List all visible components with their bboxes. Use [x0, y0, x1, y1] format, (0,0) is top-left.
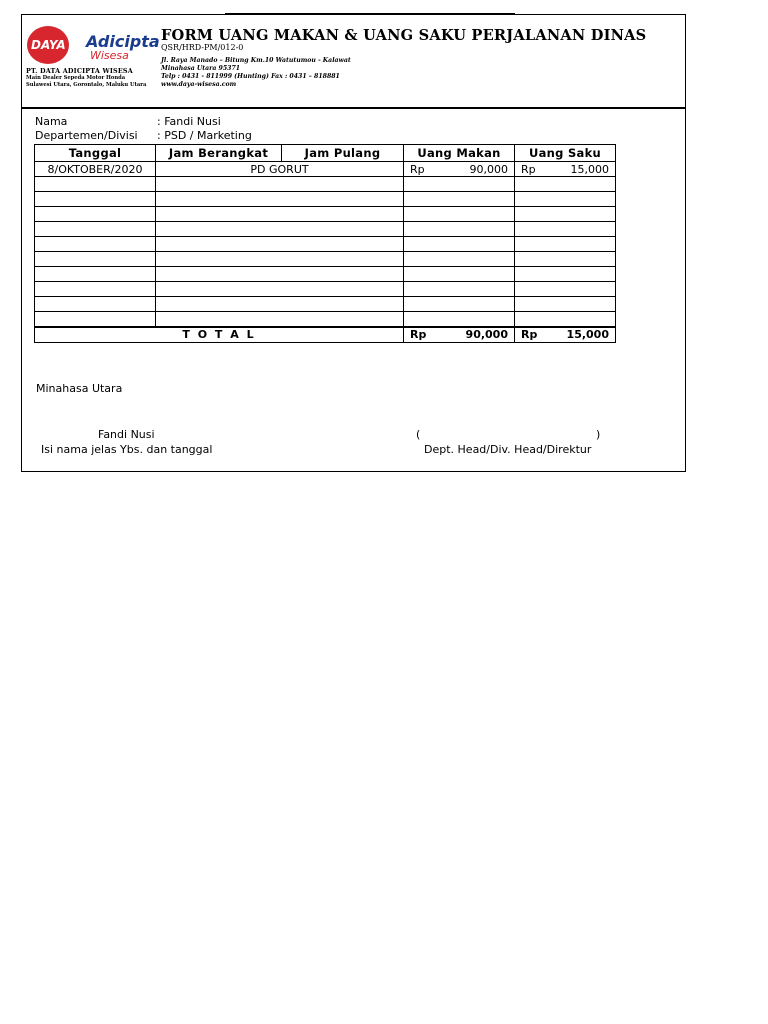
website-line: www.daya-wisesa.com [161, 81, 237, 88]
dept-value: : PSD / Marketing [157, 129, 252, 142]
approver-title: Dept. Head/Div. Head/Direktur [424, 443, 592, 456]
logo-text-daya: DAYA [31, 38, 66, 52]
cell-uang-saku [515, 162, 616, 177]
phone-line: Telp : 0431 - 811999 (Hunting) Fax : 0431 – 818881 [161, 73, 340, 80]
total-row [35, 327, 616, 343]
company-address [161, 57, 351, 89]
empty-row [35, 297, 616, 312]
signer-name: Fandi Nusi [98, 428, 155, 441]
address-line2: Minahasa Utara 95371 [161, 65, 241, 72]
total-saku-amount: 15,000 [566, 328, 609, 342]
total-makan-currency: Rp [410, 328, 427, 342]
saku-amount: 15,000 [570, 162, 609, 176]
col-header-uang-makan: Uang Makan [404, 145, 515, 162]
logo-text-adicipta: Adicipta [86, 32, 160, 51]
approver-paren-open: ( [416, 428, 421, 441]
company-line1: Main Dealer Sepeda Motor Honda [26, 75, 126, 81]
col-header-tanggal: Tanggal [35, 145, 156, 162]
name-label: Nama [35, 115, 68, 128]
name-value: : Fandi Nusi [157, 115, 221, 128]
company-line2: Sulawesi Utara, Gorontalo, Maluku Utara [26, 82, 147, 88]
company-name: PT. DATA ADICIPTA WISESA [26, 67, 133, 75]
cell-uang-makan [404, 162, 515, 177]
empty-row [35, 252, 616, 267]
total-saku-currency: Rp [521, 328, 538, 342]
empty-row [35, 207, 616, 222]
table-row [35, 162, 616, 177]
approver-paren-close: ) [596, 428, 601, 441]
total-uang-saku [515, 327, 616, 343]
empty-row [35, 192, 616, 207]
makan-currency: Rp [410, 162, 425, 176]
total-uang-makan [404, 327, 515, 343]
col-header-jam-pulang: Jam Pulang [282, 145, 404, 162]
empty-row [35, 177, 616, 192]
saku-currency: Rp [521, 162, 536, 176]
header-divider [21, 107, 686, 109]
empty-row [35, 237, 616, 252]
name-row [35, 115, 221, 128]
empty-row [35, 312, 616, 327]
cell-tanggal: 8/OKTOBER/2020 [35, 162, 156, 177]
signer-hint: Isi nama jelas Ybs. dan tanggal [41, 443, 213, 456]
logo-text-wisesa: Wisesa [90, 49, 129, 62]
table-header-row [35, 145, 616, 162]
cell-keterangan: PD GORUT [156, 162, 404, 177]
allowance-table [34, 144, 616, 343]
empty-row [35, 282, 616, 297]
empty-row [35, 222, 616, 237]
form-title: FORM UANG MAKAN & UANG SAKU PERJALANAN DINAS [161, 27, 647, 44]
total-label: T O T A L [35, 327, 404, 343]
form-code: QSR/HRD-PM/012-0 [161, 43, 244, 52]
company-logo [26, 23, 162, 71]
col-header-jam-berangkat: Jam Berangkat [156, 145, 282, 162]
dept-label: Departemen/Divisi [35, 129, 138, 142]
total-makan-amount: 90,000 [465, 328, 508, 342]
makan-amount: 90,000 [469, 162, 508, 176]
empty-row [35, 267, 616, 282]
company-info [26, 67, 146, 89]
col-header-uang-saku: Uang Saku [515, 145, 616, 162]
address-line1: Jl. Raya Manado – Bitung Km.10 Watutumou - Kalawat [161, 57, 351, 64]
dept-row [35, 129, 252, 142]
location-text: Minahasa Utara [36, 382, 123, 395]
